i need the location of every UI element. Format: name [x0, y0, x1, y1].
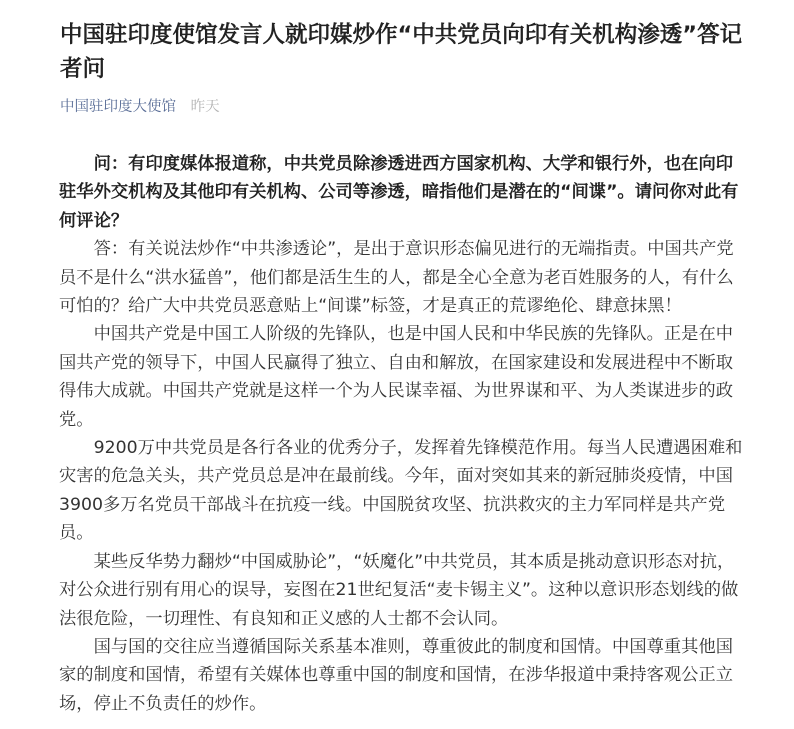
body-paragraph: 某些反华势力翻炒“中国威胁论”，“妖魔化”中共党员，其本质是挑动意识形态对抗，对公众进行别有用心的误导，妄图在21世纪复活“麦卡锡主义”。这种以意识形态划线的做法很危险，一切理性、有良知和正义感的人士都不会认同。 [59, 551, 739, 629]
answer-paragraph: 答：有关说法炒作“中共渗透论”，是出于意识形态偏见进行的无端指责。中国共产党员不是什么“洪水猛兽”，他们都是活生生的人，都是全心全意为老百姓服务的人，有什么可怕的？给广大中共党员恶意贴上“间谍”标签，才是真正的荒谬绝伦、肆意抹黑！ [59, 239, 734, 317]
article-title: 中国驻印度使馆发言人就印媒炒作“中共党员向印有关机构渗透”答记者问 [60, 22, 743, 82]
question-paragraph: 问：有印度媒体报道称，中共党员除渗透进西方国家机构、大学和银行外，也在向印驻华外交机构及其他印有关机构、公司等渗透，暗指他们是潜在的“间谍”。请问你对此有何评论？ [59, 154, 739, 231]
body-paragraph: 国与国的交往应当遵循国际关系基本准则，尊重彼此的制度和国情。中国尊重其他国家的制度和国情，希望有关媒体也尊重中国的制度和国情，在涉华报道中秉持客观公正立场，停止不负责任的炒作。 [59, 636, 734, 714]
body-paragraph: 中国共产党是中国工人阶级的先锋队，也是中国人民和中华民族的先锋队。正是在中国共产党的领导下，中国人民赢得了独立、自由和解放，在国家建设和发展进程中不断取得伟大成就。中国共产党就是这样一个为人民谋幸福、为世界谋和平、为人类谋进步的政党。 [59, 324, 734, 430]
article-meta [60, 97, 220, 117]
publish-time: 昨天 [190, 99, 220, 115]
body-paragraph: 9200万中共党员是各行各业的优秀分子，发挥着先锋模范作用。每当人民遭遇困难和灾害的危急关头，共产党员总是冲在最前线。今年，面对突如其来的新冠肺炎疫情，中国3900多万名党员干部战斗在抗疫一线。中国脱贫攻坚、抗洪救灾的主力军同样是共产党员。 [59, 438, 743, 544]
account-name-link[interactable]: 中国驻印度大使馆 [60, 99, 176, 115]
article-content [59, 150, 749, 718]
